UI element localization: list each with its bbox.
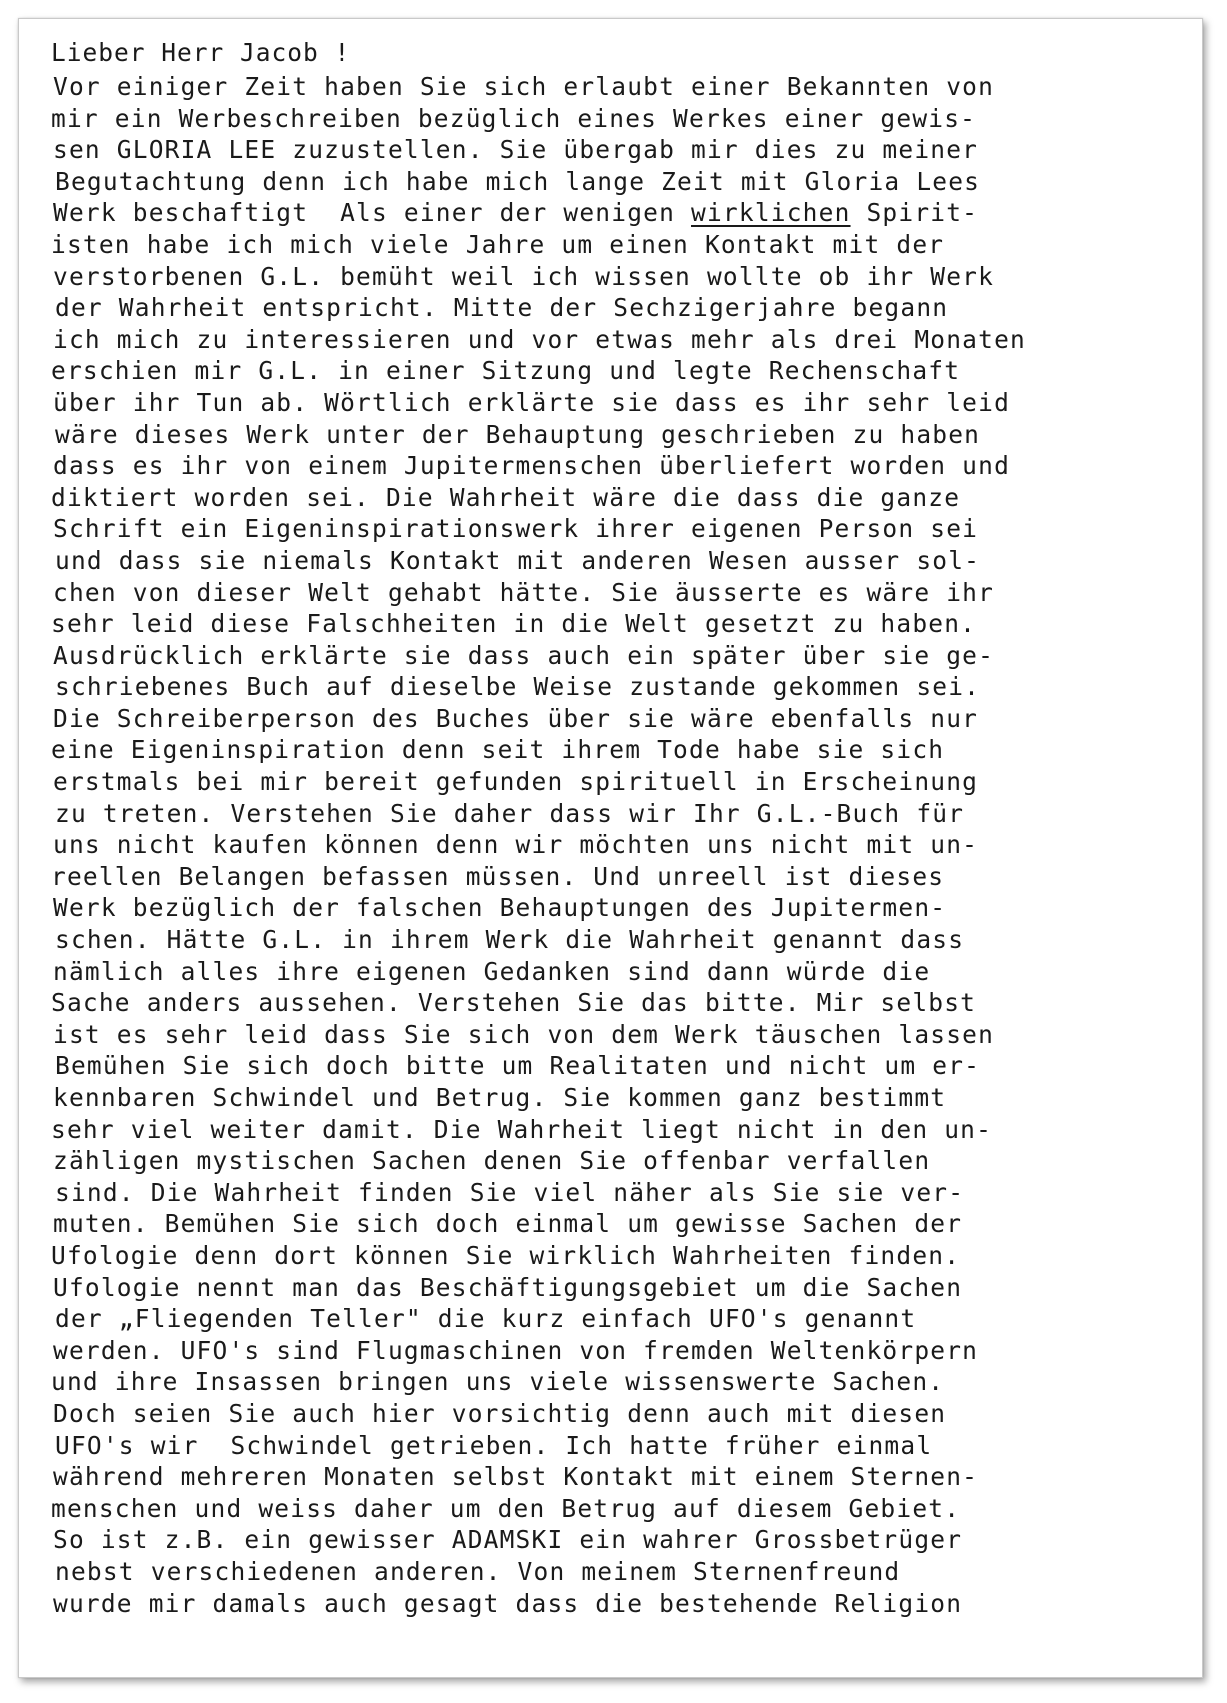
text-line: wurde mir damals auch gesagt dass die bestehende Religion — [53, 1588, 963, 1618]
salutation: Lieber Herr Jacob ! — [51, 38, 351, 67]
letter-page — [18, 18, 1203, 1678]
text-line — [51, 197, 1181, 229]
text-line: diktiert worden sei. Die Wahrheit wäre die dass die ganze — [51, 482, 961, 512]
text-line: erschien mir G.L. in einer Sitzung und legte Rechenschaft — [51, 356, 961, 386]
text-line: der „Fliegenden Teller" die kurz einfach UFO's genannt — [55, 1304, 917, 1334]
text-line: eine Eigeninspiration denn seit ihrem Tode habe sie sich — [51, 735, 945, 765]
text-line: zähligen mystischen Sachen denen Sie offenbar verfallen — [53, 1146, 931, 1176]
text-line: über ihr Tun ab. Wörtlich erklärte sie dass es ihr sehr leid — [53, 387, 1011, 417]
text-line: und dass sie niemals Kontakt mit anderen Wesen ausser sol- — [55, 545, 981, 575]
text-line: Ufologie denn dort können Sie wirklich Wahrheiten finden. — [51, 1240, 961, 1270]
text-line-start: Werk beschaftigt Als einer der wenigen — [53, 198, 692, 228]
letter-body — [51, 35, 1181, 1619]
text-line: Werk bezüglich der falschen Behauptungen des Jupitermen- — [53, 893, 947, 923]
text-line: sehr viel weiter damit. Die Wahrheit liegt nicht in den un- — [51, 1114, 993, 1144]
text-line: Schrift ein Eigeninspirationswerk ihrer eigenen Person sei — [53, 514, 979, 544]
text-line: ich mich zu interessieren und vor etwas mehr als drei Monaten — [53, 324, 1026, 354]
text-line: mir ein Werbeschreiben bezüglich eines Werkes einer gewis- — [51, 103, 977, 133]
text-line: nebst verschiedenen anderen. Von meinem Sternenfreund — [55, 1556, 901, 1586]
text-line: zu treten. Verstehen Sie daher dass wir Ihr G.L.-Buch für — [55, 798, 965, 828]
text-line: sind. Die Wahrheit finden Sie viel näher als Sie sie ver- — [55, 1177, 965, 1207]
text-line: menschen und weiss daher um den Betrug auf diesem Gebiet. — [51, 1493, 961, 1523]
text-line: ist es sehr leid dass Sie sich von dem Werk täuschen lassen — [53, 1019, 995, 1049]
text-line: Bemühen Sie sich doch bitte um Realitaten und nicht um er- — [55, 1051, 981, 1081]
text-line: So ist z.B. ein gewisser ADAMSKI ein wahrer Grossbetrüger — [53, 1525, 963, 1555]
text-line: dass es ihr von einem Jupitermenschen überliefert worden und — [53, 451, 1011, 481]
text-line: Ausdrücklich erklärte sie dass auch ein später über sie ge- — [53, 640, 995, 670]
text-line: werden. UFO's sind Flugmaschinen von fremden Weltenkörpern — [53, 1335, 979, 1365]
text-line: erstmals bei mir bereit gefunden spirituell in Erscheinung — [53, 767, 979, 797]
text-line: Doch seien Sie auch hier vorsichtig denn auch mit diesen — [53, 1398, 947, 1428]
text-line: nämlich alles ihre eigenen Gedanken sind dann würde die — [53, 956, 931, 986]
text-line: und ihre Insassen bringen uns viele wissenswerte Sachen. — [51, 1367, 945, 1397]
text-line: der Wahrheit entspricht. Mitte der Sechzigerjahre begann — [55, 293, 949, 323]
text-line: Die Schreiberperson des Buches über sie wäre ebenfalls nur — [53, 703, 979, 733]
text-line: muten. Bemühen Sie sich doch einmal um gewisse Sachen der — [53, 1209, 963, 1239]
text-line: uns nicht kaufen können denn wir möchten uns nicht mit un- — [53, 830, 979, 860]
text-line: wäre dieses Werk unter der Behauptung geschrieben zu haben — [55, 419, 981, 449]
text-line: Vor einiger Zeit haben Sie sich erlaubt einer Bekannten von — [53, 72, 995, 101]
text-line: sehr leid diese Falschheiten in die Welt gesetzt zu haben. — [51, 609, 977, 639]
text-line: während mehreren Monaten selbst Kontakt mit einem Sternen- — [53, 1462, 979, 1492]
text-line-end: Spirit- — [850, 198, 979, 228]
text-line: UFO's wir Schwindel getrieben. Ich hatte früher einmal — [55, 1430, 933, 1460]
text-line: reellen Belangen befassen müssen. Und unreell ist dieses — [51, 861, 945, 891]
letter-text — [51, 71, 1181, 1619]
underlined-word: wirklichen — [691, 198, 851, 228]
text-line: sen GLORIA LEE zuzustellen. Sie übergab mir dies zu meiner — [53, 135, 979, 165]
text-line: schen. Hätte G.L. in ihrem Werk die Wahrheit genannt dass — [55, 925, 965, 955]
text-line: verstorbenen G.L. bemüht weil ich wissen wollte ob ihr Werk — [53, 261, 995, 291]
text-line: isten habe ich mich viele Jahre um einen Kontakt mit der — [51, 229, 945, 259]
text-line: Sache anders aussehen. Verstehen Sie das bitte. Mir selbst — [51, 988, 977, 1018]
text-line: Ufologie nennt man das Beschäftigungsgebiet um die Sachen — [53, 1272, 963, 1302]
text-line: schriebenes Buch auf dieselbe Weise zustande gekommen sei. — [55, 672, 981, 702]
text-line: Begutachtung denn ich habe mich lange Zeit mit Gloria Lees — [55, 166, 981, 196]
text-line: kennbaren Schwindel und Betrug. Sie kommen ganz bestimmt — [53, 1083, 947, 1112]
text-line: chen von dieser Welt gehabt hätte. Sie äusserte es wäre ihr — [53, 577, 995, 607]
